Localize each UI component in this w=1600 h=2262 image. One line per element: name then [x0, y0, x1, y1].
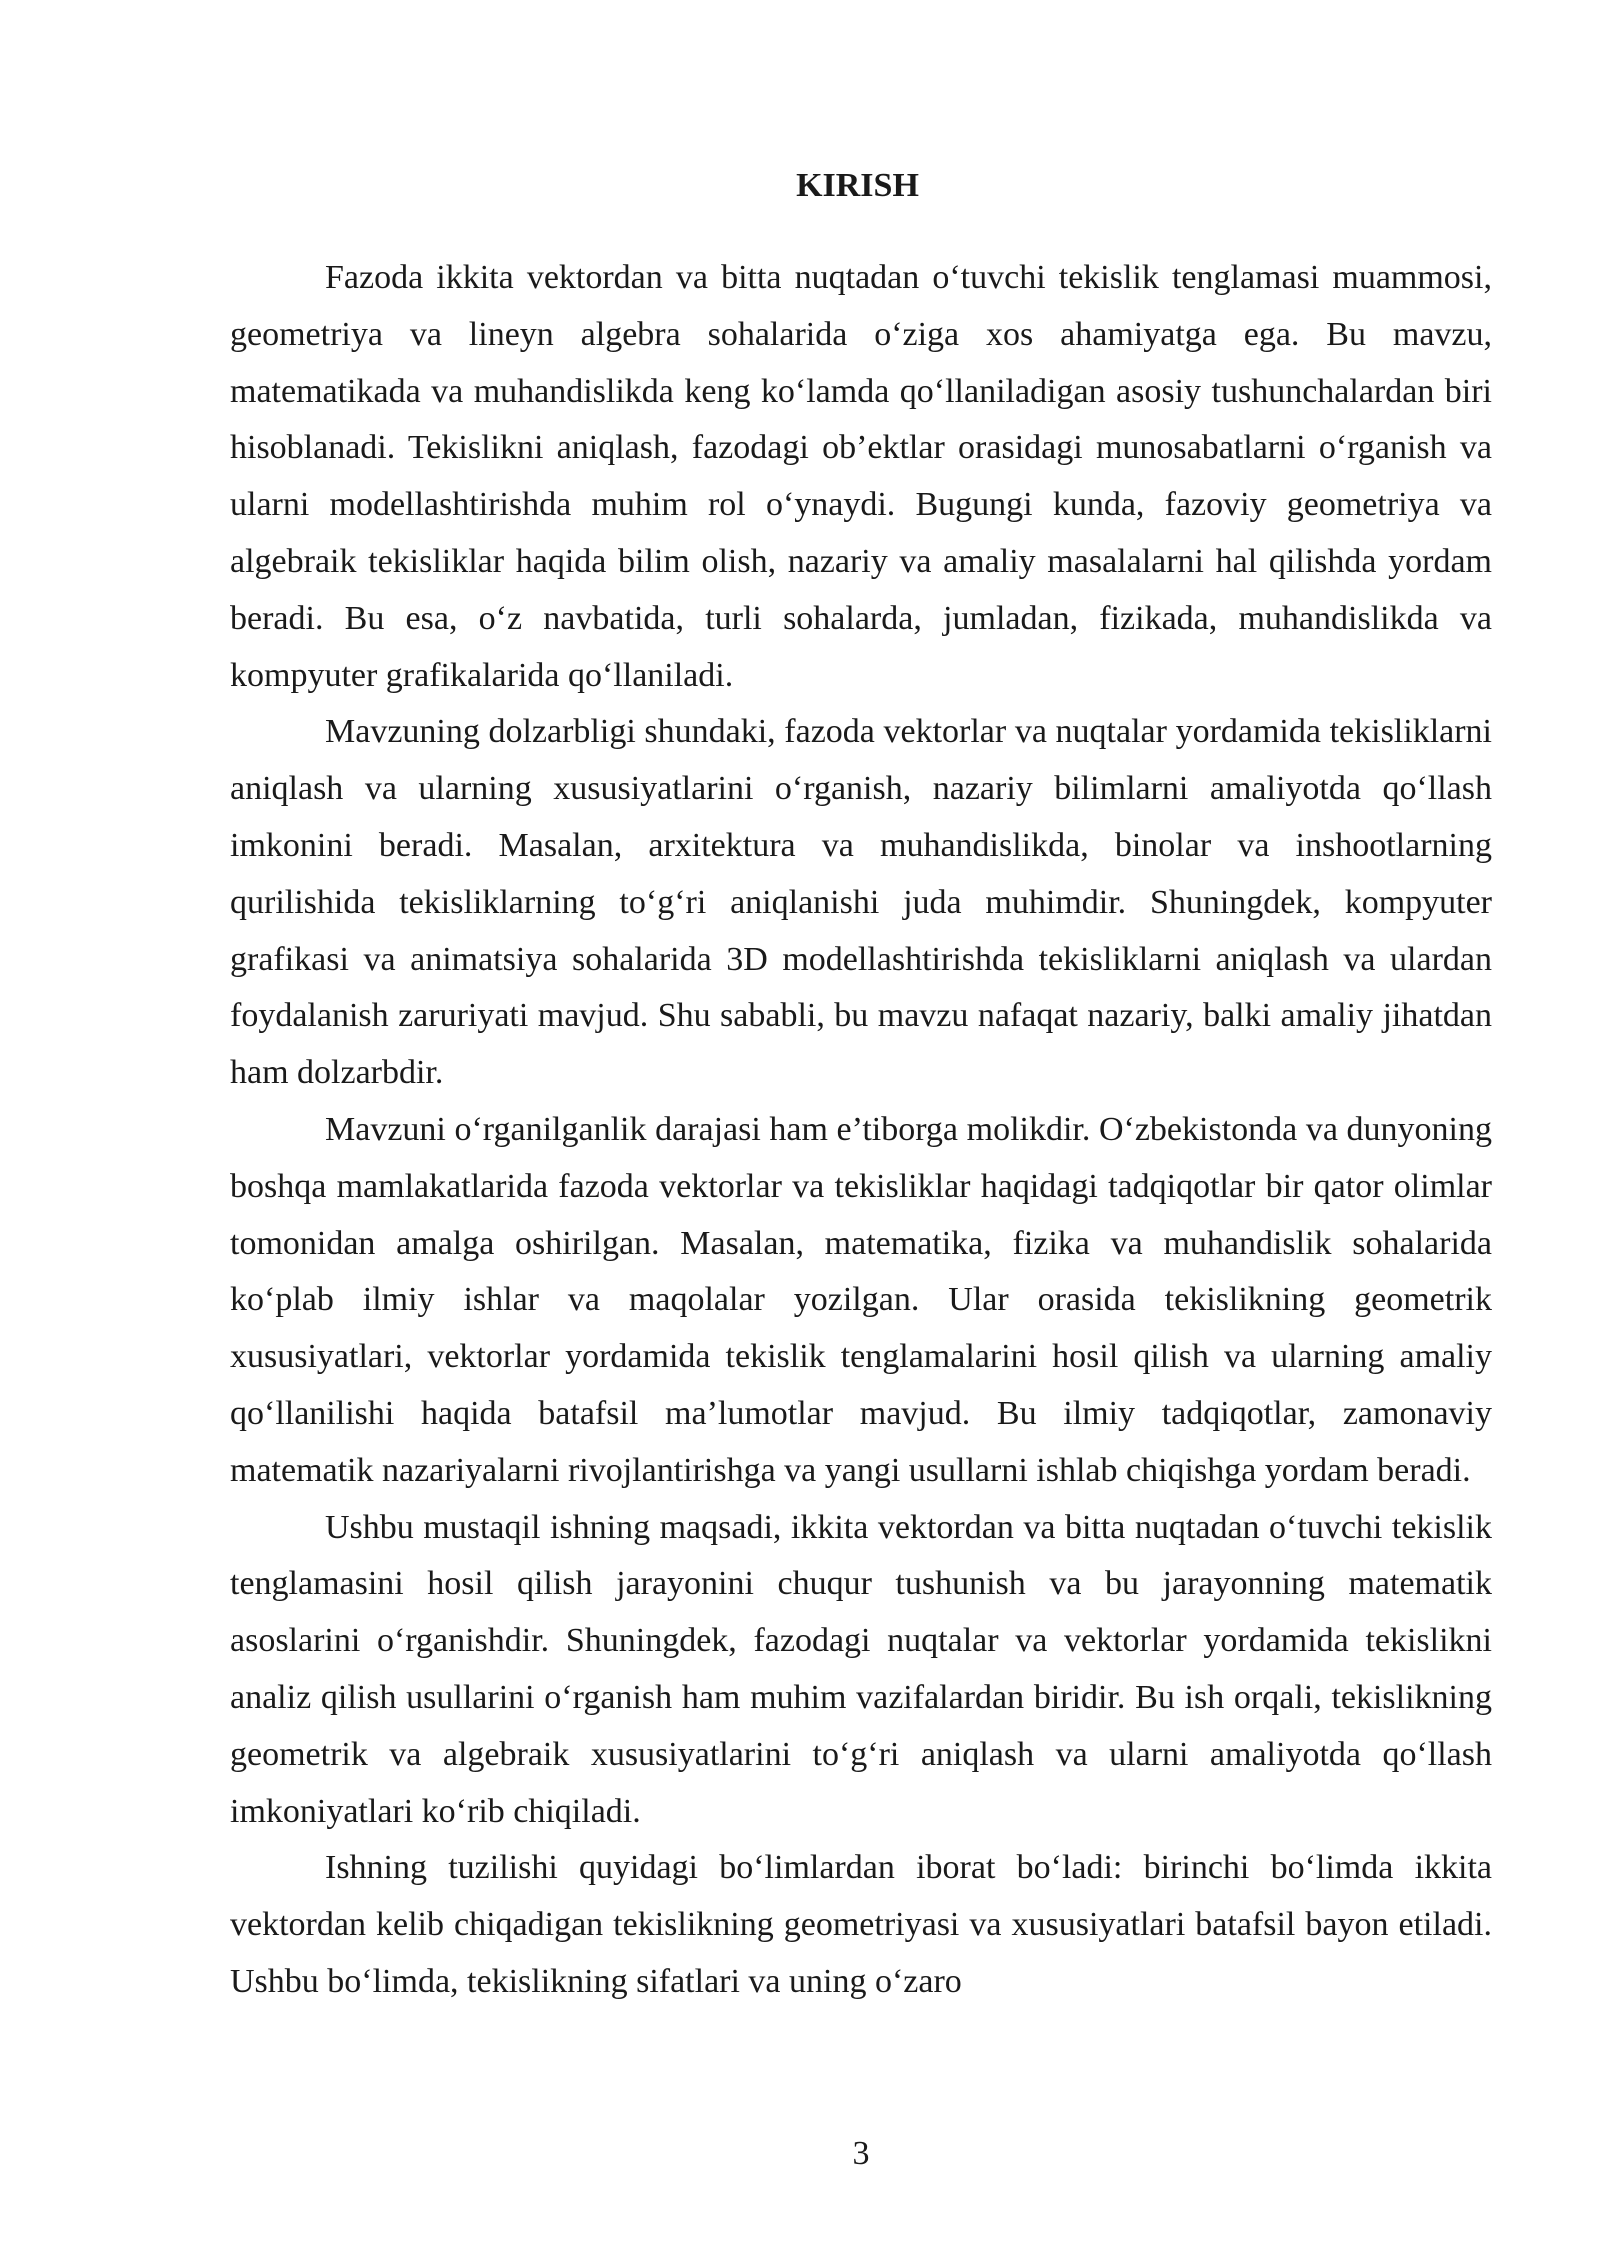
- paragraph-study-level: Mavzuni o‘rganilganlik darajasi ham e’tiborga molikdir. O‘zbekistonda va dunyoning boshqa mamlakatlarida fazoda vektorlar va tekisliklar haqidagi tadqiqotlar bir qator olimlar tomonidan amalga oshirilgan. Masalan, matematika, fizika va muhandislik sohalarida ko‘plab ilmiy ishlar va maqolalar yozilgan. Ular orasida tekislikning geometrik xususiyatlari, vektorlar yordamida tekislik tenglamalarini hosil qilish va ularning amaliy qo‘llanilishi haqida batafsil ma’lumotlar mavjud. Bu ilmiy tadqiqotlar, zamonaviy matematik nazariyalarni rivojlantirishga va yangi usullarni ishlab chiqishga yordam beradi.: [230, 1110, 1492, 1489]
- paragraph-structure: Ishning tuzilishi quyidagi bo‘limlardan iborat bo‘ladi: birinchi bo‘limda ikkita vektordan kelib chiqadigan tekislikning geometriyasi va xususiyatlari batafsil bayon etiladi. Ushbu bo‘limda, tekislikning sifatlari va uning o‘zaro: [230, 1849, 1492, 2000]
- page-number: 3: [852, 2135, 870, 2172]
- paragraph-introduction: Fazoda ikkita vektordan va bitta nuqtadan o‘tuvchi tekislik tenglamasi muammosi, geometriya va lineyn algebra sohalarida o‘ziga xos ahamiyatga ega. Bu mavzu, matematikada va muhandislikda keng ko‘lamda qo‘llaniladigan asosiy tushunchalardan biri hisoblanadi. Tekislikni aniqlash, fazodagi ob’ektlar orasidagi munosabatlarni o‘rganish va ularni modellashtirishda muhim rol o‘ynaydi. Bugungi kunda, fazoviy geometriya va algebraik tekisliklar haqida bilim olish, nazariy va amaliy masalalarni hal qilishda yordam beradi. Bu esa, o‘z navbatida, turli sohalarda, jumladan, fizikada, muhandislikda va kompyuter grafikalarida qo‘llaniladi.: [230, 259, 1492, 694]
- paragraph-goal: Ushbu mustaqil ishning maqsadi, ikkita vektordan va bitta nuqtadan o‘tuvchi tekislik tenglamasini hosil qilish jarayonini chuqur tushunish va bu jarayonning matematik asoslarini o‘rganishdir. Shuningdek, fazodagi nuqtalar va vektorlar yordamida tekislikni analiz qilish usullarini o‘rganish ham muhim vazifalardan biridir. Bu ish orqali, tekislikning geometrik va algebraik xususiyatlarini to‘g‘ri aniqlash va ularni amaliyotda qo‘llash imkoniyatlari ko‘rib chiqiladi.: [230, 1508, 1492, 1830]
- section-title: KIRISH: [796, 167, 919, 204]
- paragraph-relevance: Mavzuning dolzarbligi shundaki, fazoda vektorlar va nuqtalar yordamida tekisliklarni aniqlash va ularning xususiyatlarini o‘rganish, nazariy bilimlarni amaliyotda qo‘llash imkonini beradi. Masalan, arxitektura va muhandislikda, binolar va inshootlarning qurilishida tekisliklarning to‘g‘ri aniqlanishi juda muhimdir. Shuningdek, kompyuter grafikasi va animatsiya sohalarida 3D modellashtirishda tekisliklarni aniqlash va ulardan foydalanish zaruriyati mavjud. Shu sababli, bu mavzu nafaqat nazariy, balki amaliy jihatdan ham dolzarbdir.: [230, 713, 1492, 1092]
- body-text: [230, 250, 1492, 2011]
